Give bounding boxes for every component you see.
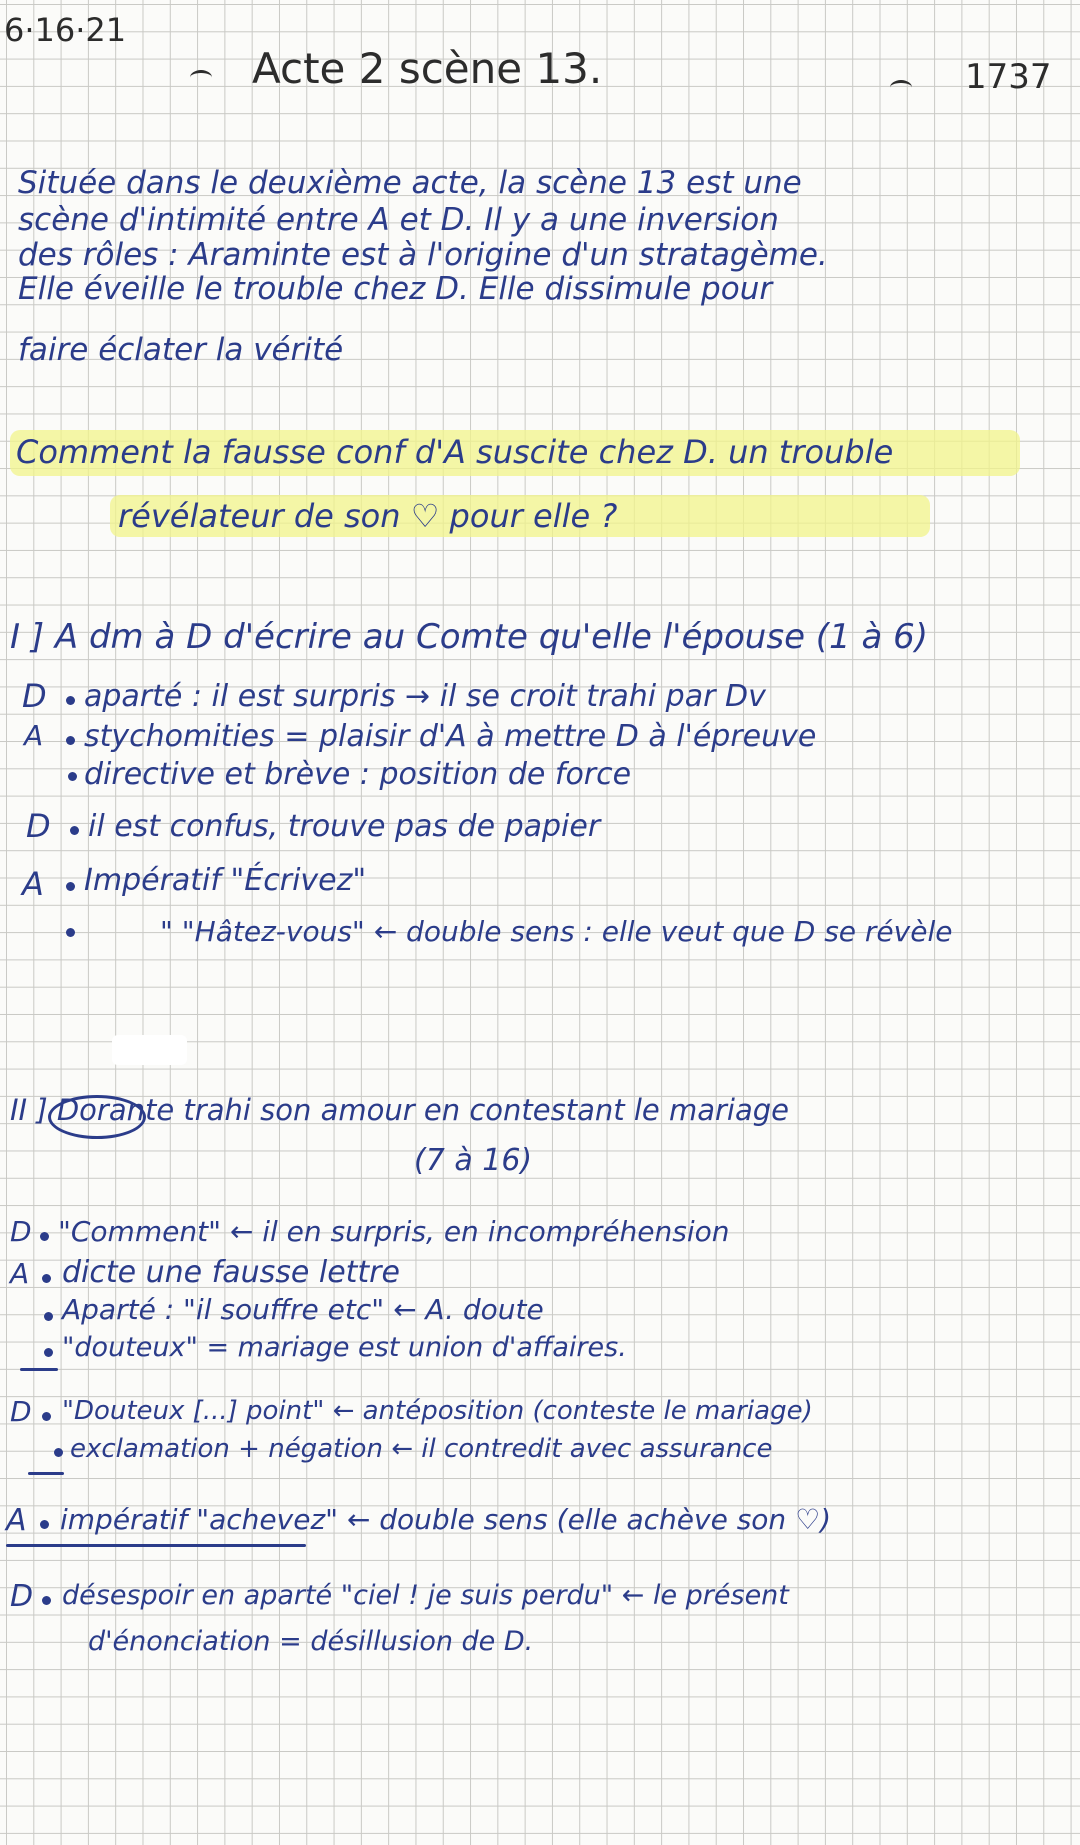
note-date: 6·16·21: [4, 11, 127, 49]
bullet-icon: [66, 736, 75, 745]
bullet-icon: [66, 882, 75, 891]
underline-mark: [6, 1544, 306, 1547]
list-item: Aparté : "il souffre etc" ← A. doute: [62, 1293, 544, 1326]
arc-mark-icon: [190, 70, 212, 85]
list-item: Impératif "Écrivez": [84, 863, 367, 898]
bullet-icon: [42, 1412, 51, 1421]
problematique-line-2: révélateur de son ♡ pour elle ?: [118, 497, 618, 535]
intro-line: des rôles : Araminte est à l'origine d'un stratagème.: [18, 237, 828, 273]
speaker-label: D: [22, 677, 47, 715]
list-item: " "Hâtez-vous" ← double sens : elle veut que D se révèle: [160, 915, 953, 948]
bullet-icon: [44, 1348, 53, 1357]
arc-mark-icon: [890, 80, 912, 95]
list-item: il est confus, trouve pas de papier: [88, 809, 601, 844]
list-item: "Comment" ← il en surpris, en incompréhension: [58, 1215, 730, 1248]
list-item: "Douteux [...] point" ← antéposition (conteste le mariage): [62, 1396, 813, 1426]
list-item: directive et brève : position de force: [84, 757, 632, 792]
list-item: dicte une fausse lettre: [62, 1255, 400, 1290]
speaker-label: D: [10, 1579, 34, 1614]
bullet-icon: [40, 1232, 49, 1241]
section-heading-2: II ] Dorante trahi son amour en contestant le mariage: [10, 1093, 789, 1127]
bullet-icon: [44, 1312, 53, 1321]
play-year: 1737: [965, 57, 1052, 97]
bullet-icon: [66, 928, 75, 937]
intro-line: Située dans le deuxième acte, la scène 13 est une: [18, 165, 802, 201]
page-title: Acte 2 scène 13.: [252, 44, 603, 93]
bullet-icon: [68, 772, 77, 781]
speaker-label: A: [24, 719, 44, 752]
list-item: aparté : il est surpris → il se croit trahi par Dv: [84, 679, 766, 714]
speaker-label: D: [10, 1395, 32, 1428]
list-item: d'énonciation = désillusion de D.: [88, 1626, 534, 1657]
speaker-label: D: [10, 1215, 32, 1248]
bullet-icon: [42, 1274, 51, 1283]
intro-line: Elle éveille le trouble chez D. Elle dissimule pour: [18, 271, 773, 307]
correction-tape: [112, 1035, 187, 1065]
bullet-icon: [42, 1596, 51, 1605]
section-heading-1: I ] A dm à D d'écrire au Comte qu'elle l'épouse (1 à 6): [10, 617, 929, 657]
speaker-label: A: [22, 865, 44, 903]
bullet-icon: [54, 1448, 63, 1457]
list-item: impératif "achevez" ← double sens (elle achève son ♡): [60, 1503, 832, 1536]
bullet-icon: [66, 696, 75, 705]
intro-line: scène d'intimité entre A et D. Il y a une inversion: [18, 202, 779, 238]
section-range: (7 à 16): [414, 1143, 533, 1178]
list-item: exclamation + négation ← il contredit avec assurance: [70, 1434, 773, 1464]
problematique-line-1: Comment la fausse conf d'A suscite chez D. un trouble: [16, 433, 894, 471]
list-item: stychomities = plaisir d'A à mettre D à l'épreuve: [84, 719, 817, 754]
bullet-icon: [40, 1520, 49, 1529]
bullet-icon: [70, 826, 79, 835]
underline-mark: [28, 1472, 64, 1475]
speaker-label: D: [26, 807, 51, 845]
speaker-label: A: [6, 1503, 27, 1538]
list-item: "douteux" = mariage est union d'affaires.: [62, 1332, 627, 1363]
intro-line: faire éclater la vérité: [18, 332, 344, 368]
underline-mark: [20, 1368, 58, 1371]
speaker-label: A: [10, 1257, 30, 1290]
list-item: désespoir en aparté "ciel ! je suis perdu" ← le présent: [62, 1580, 789, 1611]
